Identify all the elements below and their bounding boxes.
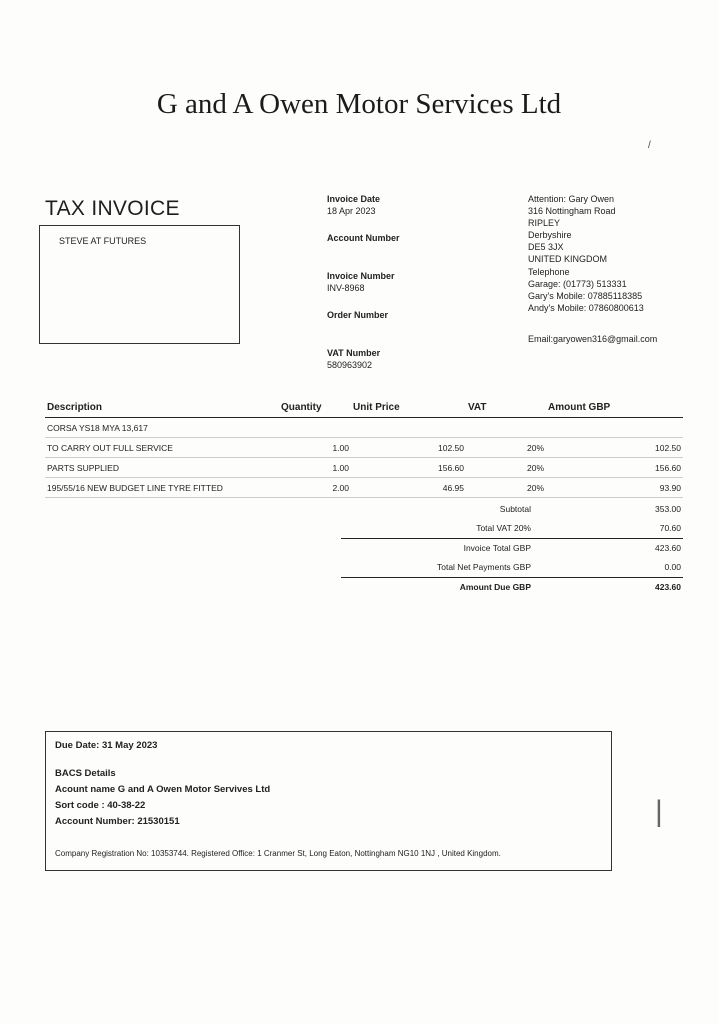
amount-due-value: 423.60 [655,582,681,592]
invoice-number-block [327,270,395,294]
address-line: Telephone [528,266,570,277]
vat-total-row [341,519,683,538]
address-line: UNITED KINGDOM [528,254,608,265]
col-quantity: Quantity [279,402,351,418]
address-line: Attention: Gary Owen [528,194,615,204]
net-payments-row [341,558,683,577]
scan-mark: | [655,795,663,828]
cell-vat: 20% [466,478,546,498]
sort-code: Sort code : 40-38-22 [55,800,146,811]
company-registration: Company Registration No: 10353744. Registered Office: 1 Cranmer St, Long Eaton, Nottingham NG10 1NJ , United Kingdom. [55,849,501,858]
bacs-heading: BACS Details [55,768,116,779]
invoice-total-label: Invoice Total GBP [463,543,531,553]
due-date: Due Date: 31 May 2023 [55,740,158,751]
cell-amount: 93.90 [546,478,683,498]
col-unit-price: Unit Price [351,402,466,418]
address-line: DE5 3JX [528,242,564,253]
cell-amount: 156.60 [546,458,683,478]
bill-to-box [39,225,240,344]
address-line: Garage: (01773) 513331 [528,278,627,289]
account-number-block [327,232,400,244]
address-line: Gary's Mobile: 07885118385 [528,290,643,301]
vat-number-label: VAT Number [327,348,381,358]
address-line: Derbyshire [528,230,572,241]
vat-total-value: 70.60 [659,523,681,533]
invoice-date-label: Invoice Date [327,194,381,204]
email-address: Email:garyowen316@gmail.com [528,334,658,344]
table-row [45,458,683,478]
company-address [528,193,644,314]
cell-description: TO CARRY OUT FULL SERVICE [45,438,279,458]
cell-quantity: 1.00 [279,438,351,458]
cell-description: 195/55/16 NEW BUDGET LINE TYRE FITTED [45,478,279,498]
amount-due-block [341,578,683,597]
cell-quantity: 2.00 [279,478,351,498]
cell-amount [546,418,683,438]
cell-amount: 102.50 [546,438,683,458]
invoice-total-row [341,539,683,558]
account-number: Account Number: 21530151 [55,816,180,827]
vat-number-value: 580963902 [327,360,373,370]
line-items-table [45,402,683,498]
cell-unit-price [351,418,466,438]
cell-description: PARTS SUPPLIED [45,458,279,478]
col-amount: Amount GBP [546,402,683,418]
cell-quantity [279,418,351,438]
totals-block [341,500,683,538]
invoice-number-label: Invoice Number [327,271,395,281]
subtotal-value: 353.00 [655,504,681,514]
cell-vat: 20% [466,438,546,458]
net-payments-label: Total Net Payments GBP [436,562,531,572]
invoice-number-value: INV-8968 [327,283,365,293]
invoice-total-value: 423.60 [655,543,681,553]
invoice-date-value: 18 Apr 2023 [327,206,376,216]
scan-mark: / [648,140,651,151]
table-row [45,418,683,438]
amount-due-label: Amount Due GBP [459,582,531,592]
cell-unit-price: 156.60 [351,458,466,478]
account-number-label: Account Number [327,233,400,243]
vat-number-block [327,347,380,371]
table-row [45,478,683,498]
payment-details-box [45,731,612,871]
cell-vat: 20% [466,458,546,478]
account-name: Acount name G and A Owen Motor Servives Ltd [55,784,271,795]
table-row [45,438,683,458]
totals-block-lower [341,539,683,577]
invoice-date-block [327,193,380,217]
address-line: RIPLEY [528,218,561,229]
cell-vat [466,418,546,438]
cell-quantity: 1.00 [279,458,351,478]
company-name: G and A Owen Motor Services Ltd [156,88,562,120]
cell-unit-price: 46.95 [351,478,466,498]
table-header-row [45,402,683,418]
subtotal-label: Subtotal [499,504,531,514]
vat-total-label: Total VAT 20% [476,523,531,533]
amount-due-row [341,578,683,597]
order-number-block [327,309,388,321]
cell-unit-price: 102.50 [351,438,466,458]
bill-to-name: STEVE AT FUTURES [59,236,147,246]
col-description: Description [45,402,279,418]
order-number-label: Order Number [327,310,389,320]
subtotal-row [341,500,683,519]
address-line: 316 Nottingham Road [528,206,616,217]
cell-description: CORSA YS18 MYA 13,617 [45,418,279,438]
net-payments-value: 0.00 [664,562,681,572]
document-title: TAX INVOICE [45,197,180,220]
address-line: Andy's Mobile: 07860800613 [528,302,644,313]
col-vat: VAT [466,402,546,418]
